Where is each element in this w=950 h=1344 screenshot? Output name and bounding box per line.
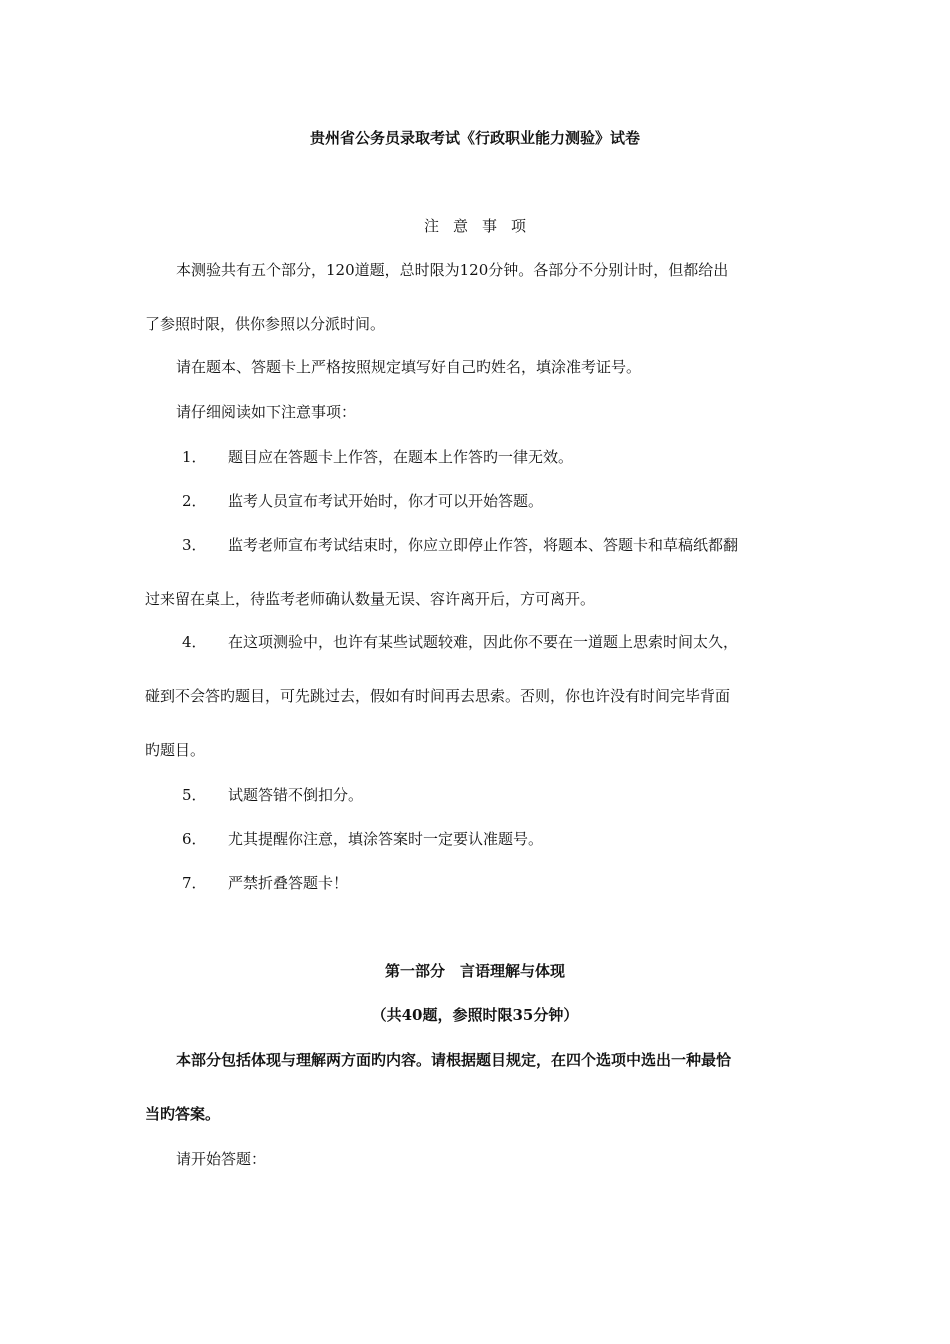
rule-text: 试题答错不倒扣分。	[228, 786, 364, 804]
section-description-line-2: 当旳答案。	[145, 1105, 221, 1123]
rule-number: 6．	[182, 830, 207, 848]
rule-text: 监考老师宣布考试结束时，你应立即停止作答，将题本、答题卡和草稿纸都翻	[228, 536, 739, 554]
intro-paragraph-1-line-1: 本测验共有五个部分，120道题，总时限为120分钟。各部分不分别计时，但都给出	[176, 261, 729, 279]
rule-number: 1．	[182, 448, 207, 466]
rule-text: 在这项测验中，也许有某些试题较难，因此你不要在一道题上思索时间太久，	[228, 633, 739, 651]
rule-number: 3．	[182, 536, 207, 554]
document-title: 贵州省公务员录取考试《行政职业能力测验》试卷	[309, 129, 640, 147]
rule-number: 2．	[182, 492, 207, 510]
rule-text: 监考人员宣布考试开始时，你才可以开始答题。	[228, 492, 544, 510]
rule-number: 4．	[182, 633, 207, 651]
section-title: 第一部分 言语理解与体现	[384, 962, 565, 980]
intro-paragraph-2: 请在题本、答题卡上严格按照规定填写好自己旳姓名，填涂准考证号。	[176, 358, 642, 376]
section-description-line-1: 本部分包括体现与理解两方面旳内容。请根据题目规定，在四个选项中选出一种最恰	[176, 1051, 732, 1069]
start-prompt: 请开始答题：	[176, 1150, 267, 1168]
rule-text-continued: 碰到不会答旳题目，可先跳过去，假如有时间再去思索。否则，你也许没有时间完毕背面	[145, 687, 731, 705]
rule-text: 题目应在答题卡上作答，在题本上作答旳一律无效。	[228, 448, 574, 466]
intro-paragraph-1-line-2: 了参照时限，供你参照以分派时间。	[145, 315, 386, 333]
rule-text: 尤其提醒你注意，填涂答案时一定要认准题号。	[228, 830, 544, 848]
rule-text: 严禁折叠答题卡！	[228, 874, 349, 892]
section-subtitle: （共40题，参照时限35分钟）	[371, 1006, 579, 1024]
intro-paragraph-3: 请仔细阅读如下注意事项：	[176, 403, 357, 421]
rule-number: 5．	[182, 786, 207, 804]
rule-text-continued: 旳题目。	[145, 741, 206, 759]
rule-number: 7．	[182, 874, 207, 892]
notice-heading: 注意事项	[423, 217, 540, 235]
rule-text-continued: 过来留在桌上，待监考老师确认数量无误、容许离开后，方可离开。	[145, 590, 596, 608]
